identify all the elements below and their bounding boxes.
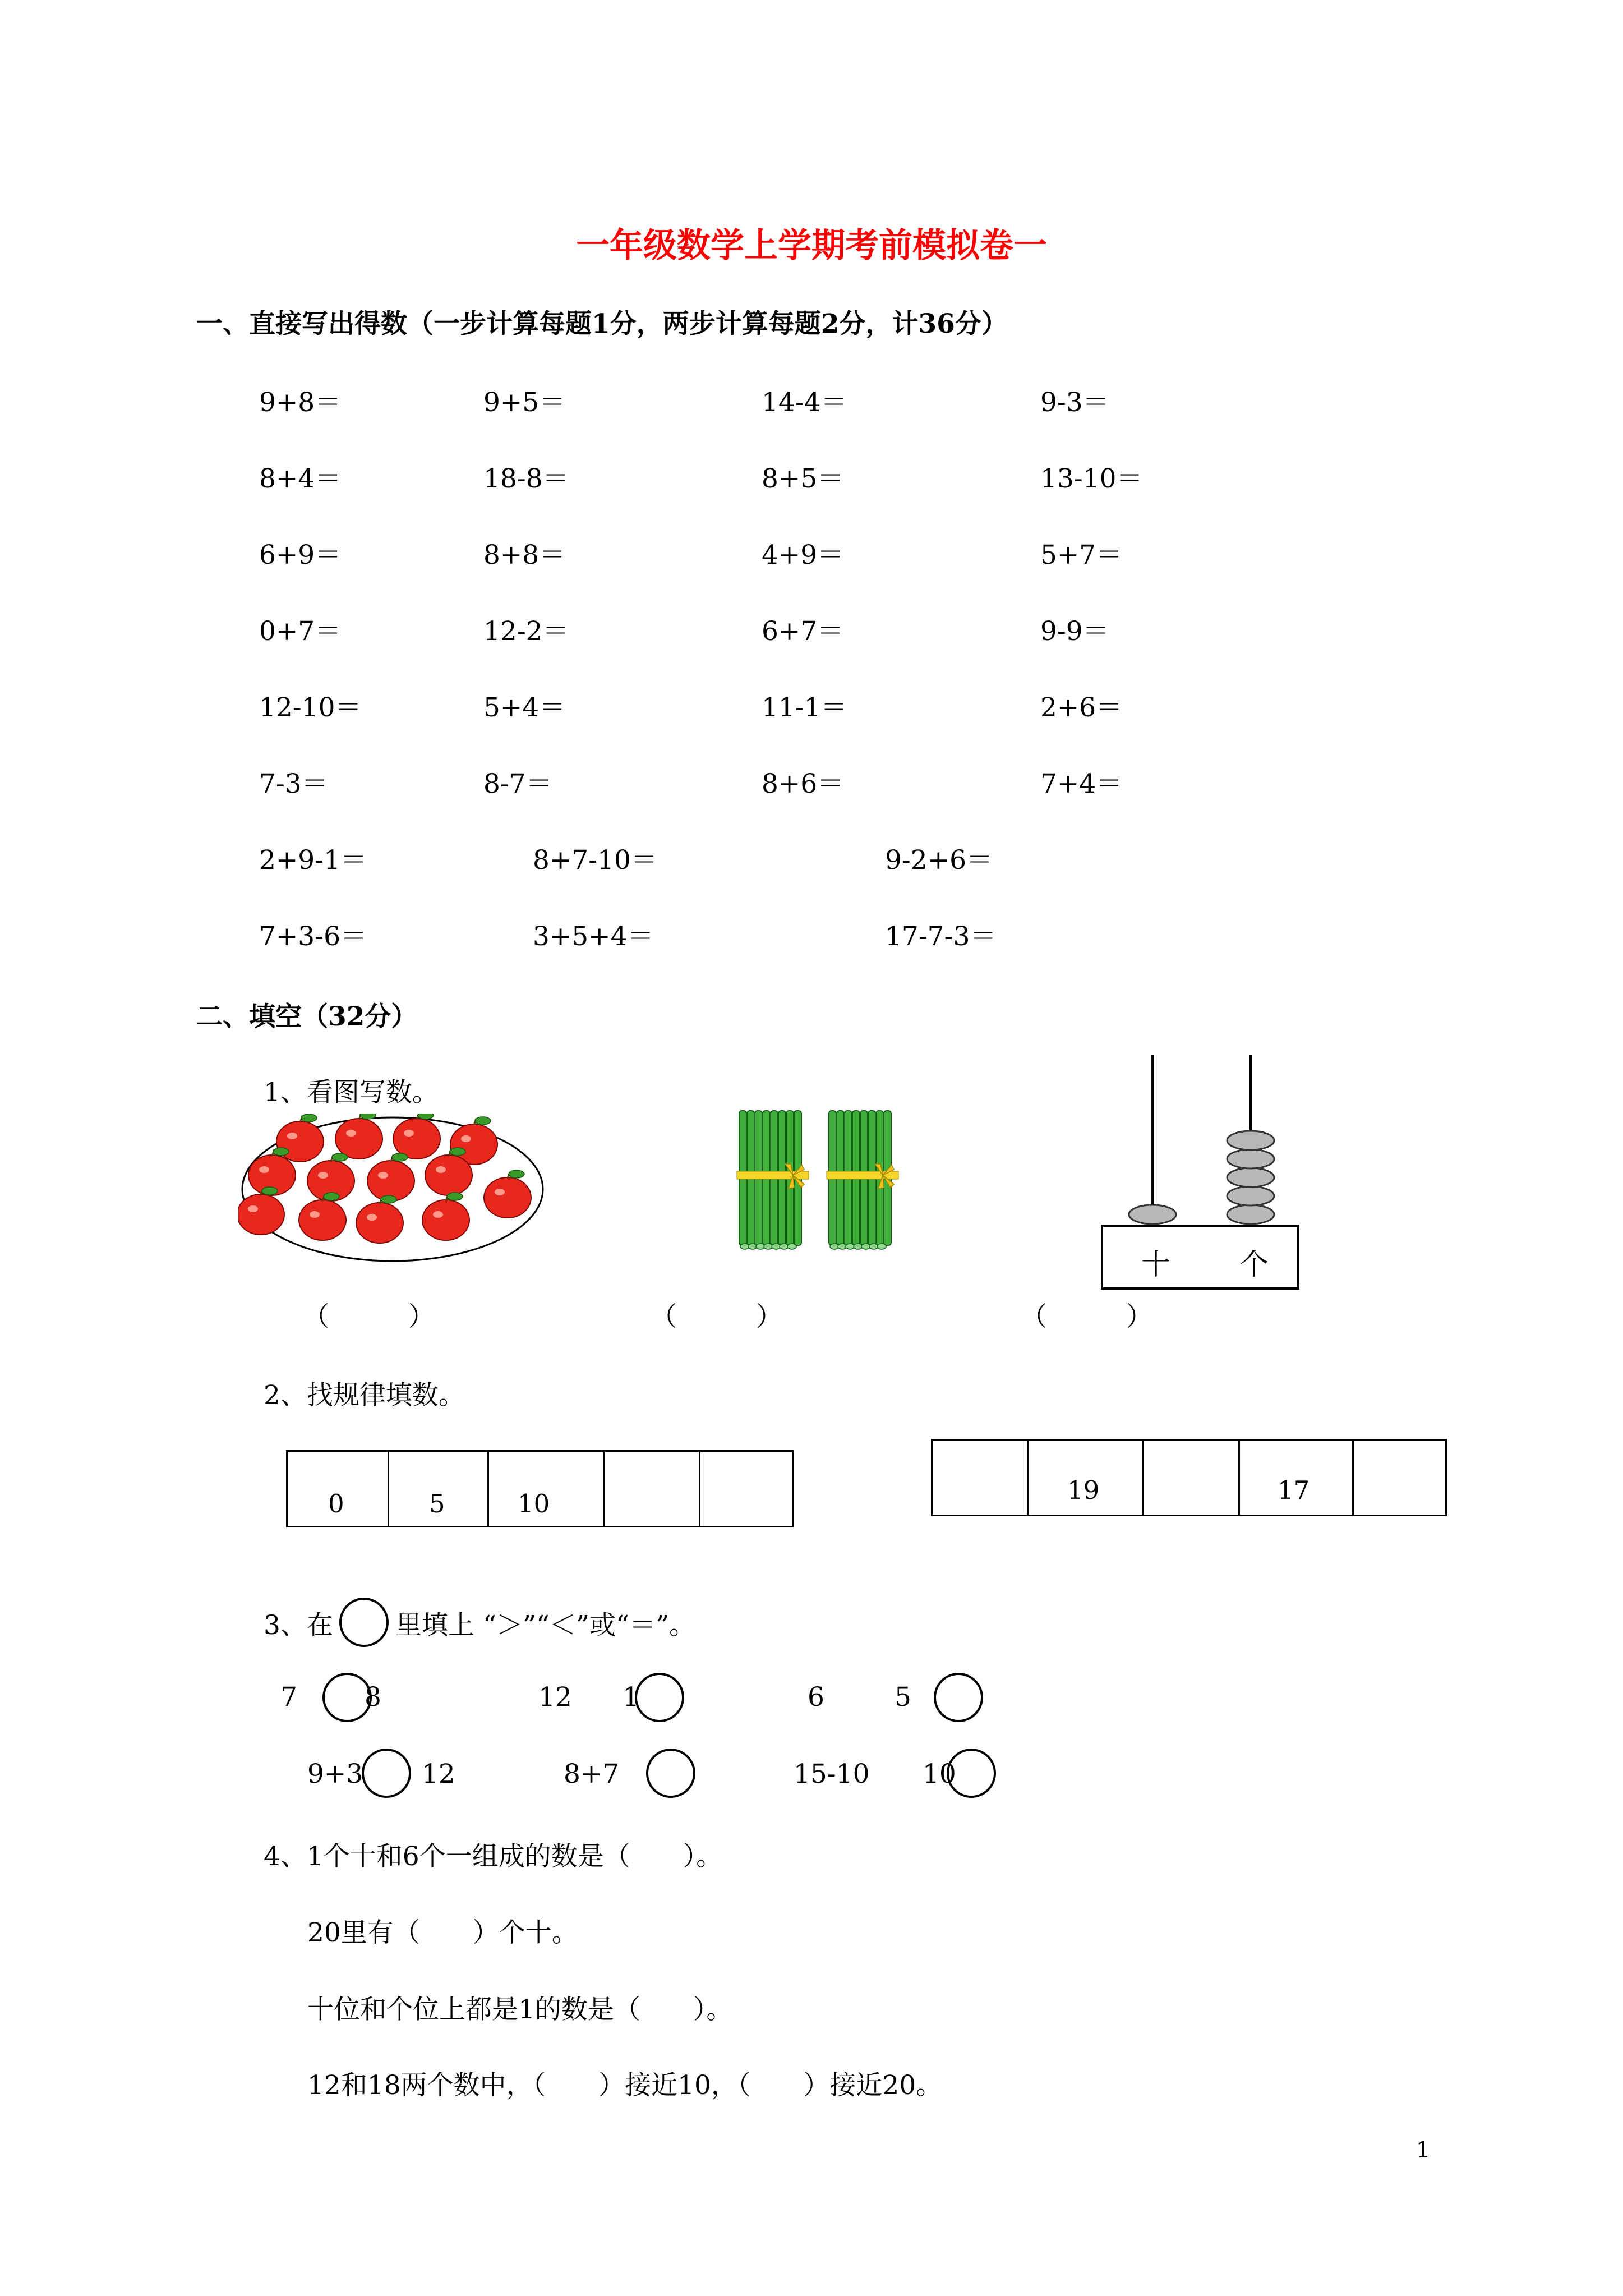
q3-item1-right: 8: [365, 1682, 381, 1713]
q1-label: 1、看图写数。: [264, 1077, 439, 1108]
q3-item6-left: 15-10: [794, 1759, 870, 1789]
two-step-problem-r2-c2: 3+5+4＝: [533, 921, 654, 952]
compare-circle[interactable]: [322, 1673, 372, 1722]
stick-bundle-icon: [827, 1111, 898, 1249]
q3-item6-right: 10: [923, 1759, 956, 1789]
problem-r5-c3: 11-1＝: [762, 692, 847, 723]
problem-r4-c2: 12-2＝: [483, 616, 569, 647]
problem-r4-c1: 0+7＝: [259, 616, 342, 647]
q4-line-3: 十位和个位上都是1的数是（ ）。: [307, 1994, 733, 2025]
abacus-bead-icon: [1227, 1149, 1274, 1168]
q3-label-post: 里填上 “＞”“＜”或“＝”。: [395, 1610, 696, 1641]
problem-r4-c4: 9-9＝: [1040, 616, 1109, 647]
q3-item4-right: 12: [422, 1759, 455, 1789]
abacus-bead-icon: [1227, 1186, 1274, 1205]
seq2-cell-4: 17: [1278, 1475, 1310, 1505]
abacus-tens-label: 十: [1141, 1248, 1171, 1282]
q3-item4-left: 9+3: [307, 1759, 363, 1789]
problem-r1-c4: 9-3＝: [1040, 387, 1109, 418]
q3-item2-right: 1: [623, 1682, 639, 1713]
abacus-bead-icon: [1129, 1205, 1176, 1224]
apple-plate-image: [238, 1114, 547, 1265]
problem-r2-c2: 18-8＝: [483, 463, 569, 494]
seq1-cell-1: 0: [328, 1489, 344, 1519]
problem-r4-c3: 6+7＝: [762, 616, 844, 647]
q3-label-pre: 3、在: [264, 1610, 333, 1641]
seq1-cell-3: 10: [518, 1489, 550, 1519]
problem-r2-c4: 13-10＝: [1040, 463, 1143, 494]
problem-r6-c1: 7-3＝: [259, 769, 328, 799]
compare-circle[interactable]: [362, 1749, 411, 1798]
problem-r3-c1: 6+9＝: [259, 540, 342, 570]
stick-bundles-image: [729, 1105, 920, 1262]
q2-label: 2、找规律填数。: [264, 1380, 465, 1411]
q1-answer-abacus[interactable]: （ ）: [1021, 1301, 1152, 1332]
compare-circle[interactable]: [947, 1749, 996, 1798]
two-step-problem-r1-c1: 2+9-1＝: [259, 845, 367, 876]
problem-r1-c1: 9+8＝: [259, 387, 342, 418]
seq1-cell-2: 5: [429, 1489, 445, 1519]
problem-r3-c4: 5+7＝: [1040, 540, 1123, 570]
section1-heading: 一、直接写出得数（一步计算每题1分，两步计算每题2分，计36分）: [196, 309, 1008, 339]
q3-item1-left: 7: [280, 1682, 297, 1713]
problem-r3-c2: 8+8＝: [483, 540, 566, 570]
sequence-box-1: [286, 1450, 794, 1527]
problem-r6-c2: 8-7＝: [483, 769, 552, 799]
q3-item3-left: 6: [808, 1682, 824, 1713]
section2-heading: 二、填空（32分）: [196, 1001, 418, 1032]
q1-answer-apples[interactable]: （ ）: [303, 1301, 435, 1332]
problem-r5-c1: 12-10＝: [259, 692, 362, 723]
page-number: 1: [1416, 2137, 1431, 2163]
two-step-problem-r1-c3: 9-2+6＝: [885, 845, 993, 876]
abacus-ones-label: 个: [1239, 1248, 1269, 1282]
problem-r2-c1: 8+4＝: [259, 463, 342, 494]
compare-circle[interactable]: [646, 1749, 695, 1798]
problem-r3-c3: 4+9＝: [762, 540, 844, 570]
compare-circle[interactable]: [635, 1673, 684, 1722]
abacus-image: [1099, 1055, 1307, 1293]
q4-line-2: 20里有（ ）个十。: [307, 1917, 578, 1948]
sequence-box-2: [931, 1439, 1447, 1516]
q1-answer-sticks[interactable]: （ ）: [651, 1301, 782, 1332]
problem-r1-c2: 9+5＝: [483, 387, 566, 418]
problem-r6-c3: 8+6＝: [762, 769, 844, 799]
stick-bundle-icon: [737, 1111, 809, 1249]
two-step-problem-r2-c3: 17-7-3＝: [885, 921, 997, 952]
compare-circle[interactable]: [934, 1673, 983, 1722]
q3-item2-left: 12: [538, 1682, 572, 1713]
two-step-problem-r2-c1: 7+3-6＝: [259, 921, 367, 952]
abacus-bead-icon: [1227, 1131, 1274, 1150]
page-title: 一年级数学上学期考前模拟卷一: [576, 226, 1047, 265]
problem-r6-c4: 7+4＝: [1040, 769, 1123, 799]
q3-example-circle-icon: [339, 1598, 389, 1647]
q3-item5-left: 8+7: [564, 1759, 620, 1789]
problem-r1-c3: 14-4＝: [762, 387, 847, 418]
q4-line-4: 12和18两个数中，（ ）接近10，（ ）接近20。: [307, 2070, 943, 2101]
seq2-cell-2: 19: [1067, 1475, 1100, 1505]
problem-r5-c4: 2+6＝: [1040, 692, 1123, 723]
two-step-problem-r1-c2: 8+7-10＝: [533, 845, 657, 876]
q4-line-1: 4、1个十和6个一组成的数是（ ）。: [264, 1841, 723, 1872]
abacus-bead-icon: [1227, 1168, 1274, 1187]
problem-r5-c2: 5+4＝: [483, 692, 566, 723]
problem-r2-c3: 8+5＝: [762, 463, 844, 494]
abacus-bead-icon: [1227, 1205, 1274, 1224]
q3-item3-right: 5: [895, 1682, 911, 1713]
